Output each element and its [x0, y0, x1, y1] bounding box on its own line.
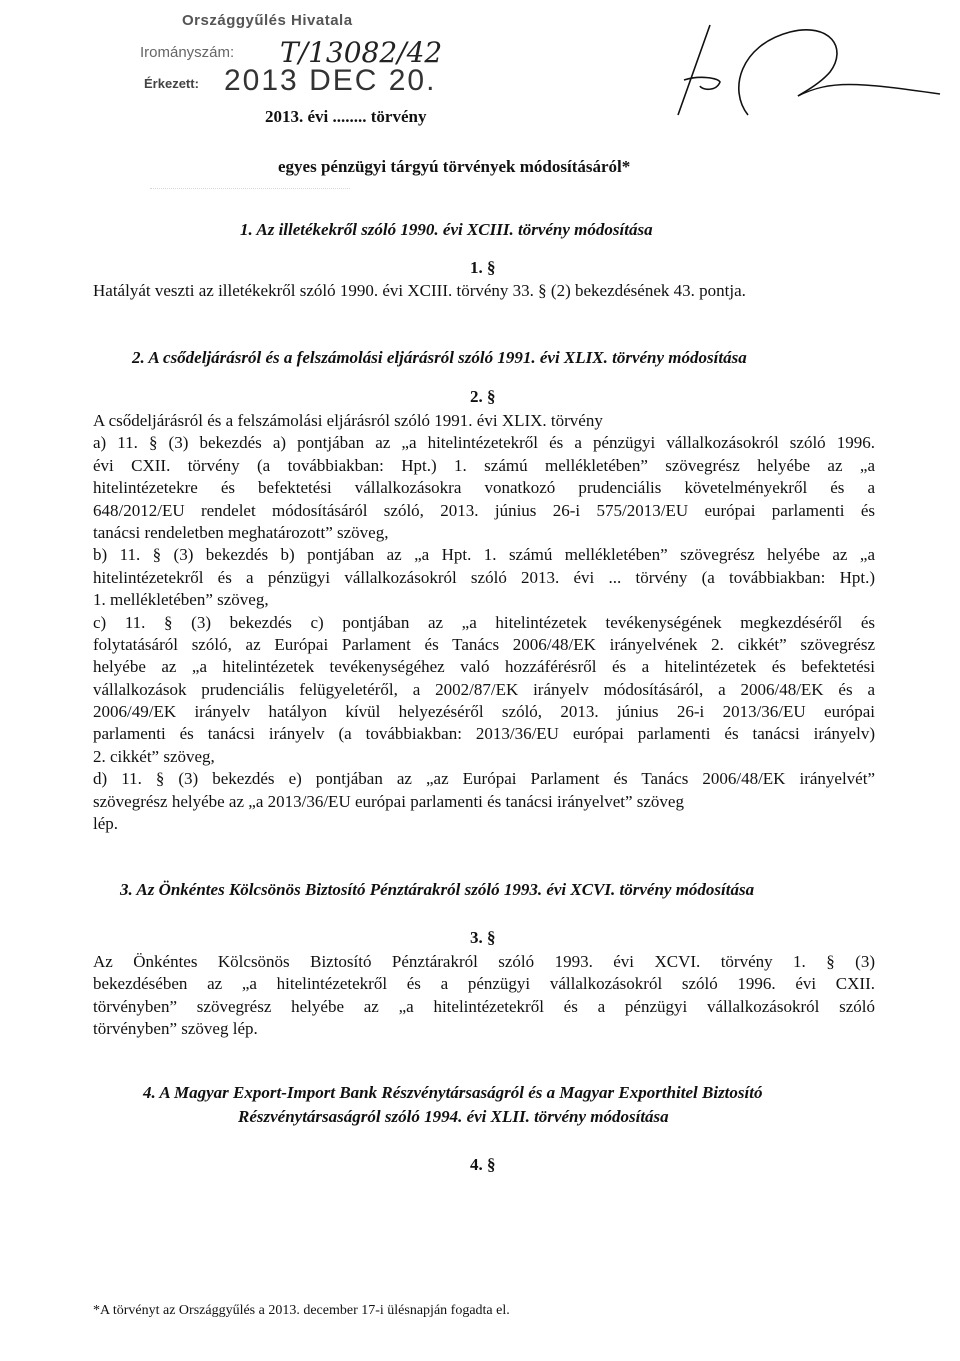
part-4-heading-line-1: 4. A Magyar Export-Import Bank Részvénytársaságról és a Magyar Exporthitel Biztosító: [143, 1083, 763, 1102]
scan-smudge: [150, 188, 350, 199]
part-3-heading: 3. Az Önkéntes Kölcsönös Biztosító Pénztárakról szóló 1993. évi XCVI. törvény módosítása: [120, 880, 755, 899]
footnote: *A törvényt az Országgyűlés a 2013. december 17-i ülésnapján fogadta el.: [93, 1303, 510, 1318]
section-4-number: 4. §: [470, 1155, 496, 1174]
paragraph-line: c) 11. § (3) bekezdés c) pontjában az „a hitelintézetek tevékenységének megkezdéséről és: [93, 612, 875, 632]
paragraph-line: törvényben” szöveg lép.: [93, 1019, 258, 1039]
part-1-heading: 1. Az illetékekről szóló 1990. évi XCIII. törvény módosítása: [240, 220, 653, 239]
stamp-received-label: Érkezett:: [144, 76, 199, 91]
section-3-text: [93, 951, 875, 1041]
paragraph-line: A csődeljárásról és a felszámolási eljárásról szóló 1991. évi XLIX. törvény: [93, 411, 603, 430]
paragraph-line: törvényben” szövegrész helyébe az „a hitelintézetekről és a pénzügyi vállalkozásokról szóló: [93, 996, 875, 1016]
paragraph-line: 648/2012/EU rendelet módosításáról szóló, 2013. június 26-i 575/2013/EU európai parlamenti és: [93, 500, 875, 520]
paragraph-line: 1. mellékletében” szöveg,: [93, 590, 269, 610]
paragraph-line: bekezdésében az „a hitelintézetekről és a pénzügyi vállalkozásokról szóló 1996. évi CXII.: [93, 974, 875, 994]
document-subtitle: egyes pénzügyi tárgyú törvények módosításáról*: [278, 157, 631, 176]
section-2-number: 2. §: [470, 387, 496, 406]
stamp-office: Országgyűlés Hivatala: [182, 12, 353, 29]
paragraph-line: hitelintézetekről és a pénzügyi vállalkozásokról szóló 2013. évi ... törvény (a továbbiakban: Hpt.): [93, 567, 875, 587]
paragraph-line: Hatályát veszti az illetékekről szóló 1990. évi XCIII. törvény 33. § (2) bekezdésének 43. pontja.: [93, 281, 746, 300]
paragraph-line: parlamenti és tanácsi irányelv (a továbbiakban: 2013/36/EU európai parlamenti és tanácsi irányelv): [93, 724, 875, 744]
paragraph-line: szövegrész helyébe az „a 2013/36/EU európai parlamenti és tanácsi irányelvet” szöveg: [93, 791, 684, 811]
paragraph-line: hitelintézetekre és befektetési vállalkozásokra vonatkozó prudenciális követelményekről és a: [93, 478, 875, 498]
paragraph-line: a) 11. § (3) bekezdés a) pontjában az „a hitelintézetekről és a pénzügyi vállalkozásokról szóló 1996.: [93, 433, 875, 453]
paragraph-line: helyébe az „a hitelintézetek tevékenységéhez való hozzáférésről és a hitelintézetek és befektetési: [93, 657, 875, 677]
part-2-heading: 2. A csődeljárásról és a felszámolási eljárásról szóló 1991. évi XLIX. törvény módosítása: [132, 348, 747, 367]
registry-stamp: [140, 6, 480, 96]
paragraph-line: Az Önkéntes Kölcsönös Biztosító Pénztárakról szóló 1993. évi XCVI. törvény 1. § (3): [93, 952, 875, 971]
document-title: 2013. évi ........ törvény: [265, 107, 427, 126]
paragraph-line: d) 11. § (3) bekezdés e) pontjában az „az Európai Parlament és Tanács 2006/48/EK irányelvét”: [93, 769, 875, 789]
paragraph-line: vállalkozások prudenciális felügyeletéről, a 2002/87/EK irányelv módosításáról, a 2006/48/EK és a: [93, 679, 875, 699]
section-2-text: [93, 410, 875, 835]
handwritten-signature: [670, 20, 950, 120]
paragraph-line: évi CXII. törvény (a továbbiakban: Hpt.) 1. számú mellékletében” szövegrész helyébe az „a: [93, 455, 875, 475]
stamp-received-value: 2013 DEC 20.: [224, 64, 437, 97]
stamp-reg-value: T/13082/42: [280, 36, 443, 69]
part-4-heading-line-2: Részvénytársaságról szóló 1994. évi XLII. törvény módosítása: [238, 1107, 669, 1126]
section-1-number: 1. §: [470, 258, 496, 277]
paragraph-line: lép.: [93, 814, 119, 834]
paragraph-line: 2006/49/EK irányelv hatályon kívül helyezéséről szóló, 2013. június 26-i 2013/36/EU európai: [93, 702, 875, 722]
paragraph-line: b) 11. § (3) bekezdés b) pontjában az „a Hpt. 1. számú mellékletében” szövegrész helyébe az „a: [93, 545, 875, 565]
paragraph-line: 2. cikkét” szöveg,: [93, 746, 215, 766]
paragraph-line: folytatásáról szóló, az Európai Parlament és Tanács 2006/48/EK irányelvének 2. cikkét” szövegrész: [93, 634, 875, 654]
section-3-number: 3. §: [470, 928, 496, 947]
stamp-reg-label: Irományszám:: [140, 44, 235, 61]
paragraph-line: tanácsi rendeletben meghatározott” szöveg,: [93, 522, 389, 542]
section-1-text: [93, 280, 875, 302]
